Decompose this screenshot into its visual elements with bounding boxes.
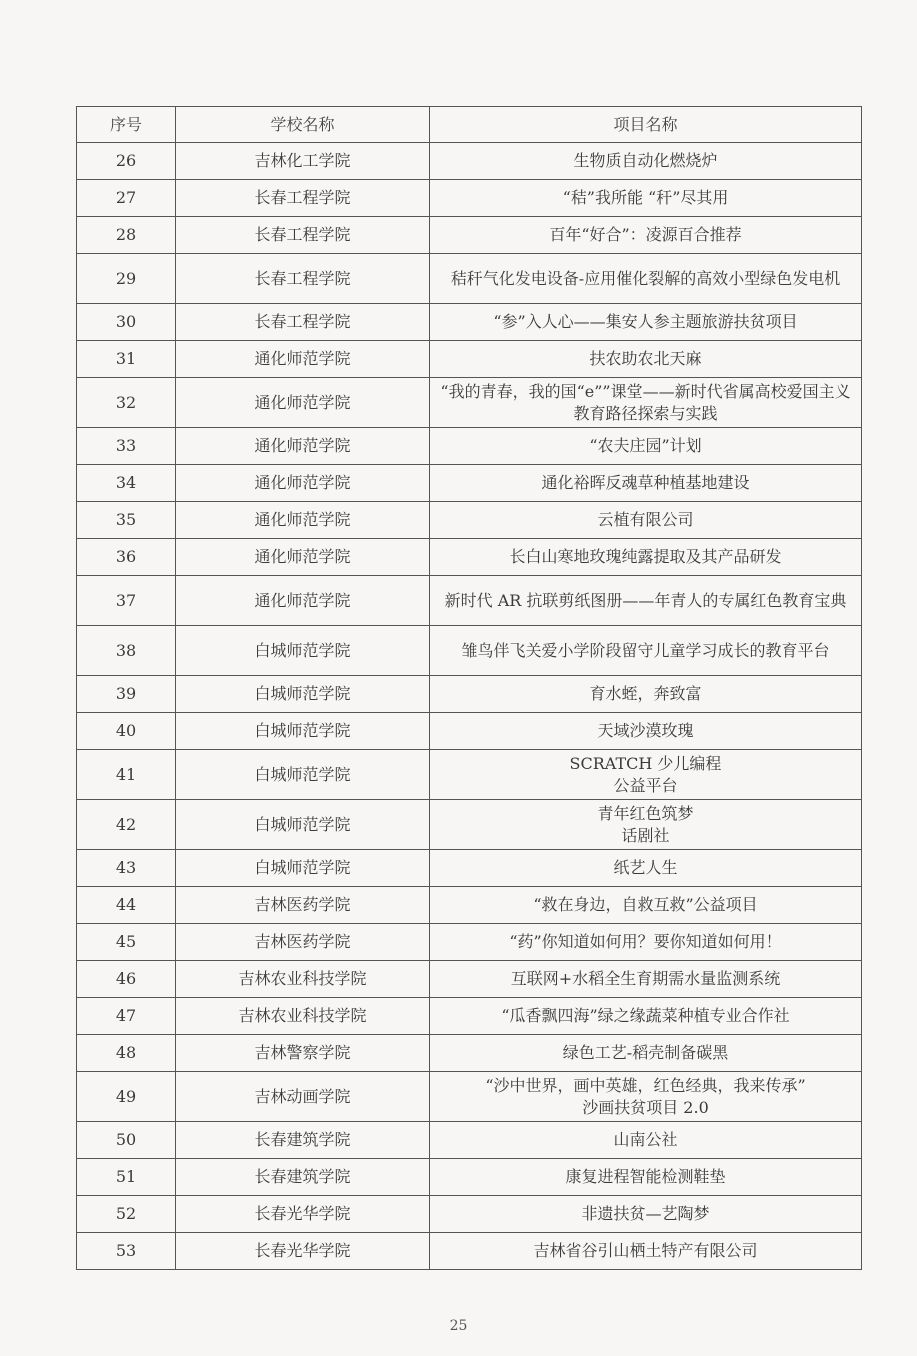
- header-no: 序号: [77, 107, 176, 143]
- row-number: 28: [77, 217, 176, 254]
- project-name: 育水蛭，奔致富: [430, 676, 862, 713]
- table-row: [77, 254, 862, 304]
- school-name: 吉林化工学院: [176, 143, 430, 180]
- row-number: 30: [77, 304, 176, 341]
- table-row: [77, 143, 862, 180]
- row-number: 51: [77, 1159, 176, 1196]
- table-row: [77, 998, 862, 1035]
- row-number: 31: [77, 341, 176, 378]
- table-row: [77, 428, 862, 465]
- school-name: 吉林医药学院: [176, 924, 430, 961]
- project-name: “农夫庄园”计划: [430, 428, 862, 465]
- page-number: 25: [449, 1318, 468, 1334]
- table-row: [77, 180, 862, 217]
- row-number: 44: [77, 887, 176, 924]
- table-row: [77, 465, 862, 502]
- school-name: 吉林农业科技学院: [176, 961, 430, 998]
- school-name: 通化师范学院: [176, 465, 430, 502]
- table-row: [77, 924, 862, 961]
- row-number: 52: [77, 1196, 176, 1233]
- row-number: 41: [77, 750, 176, 800]
- school-name: 长春建筑学院: [176, 1122, 430, 1159]
- row-number: 50: [77, 1122, 176, 1159]
- table-row: [77, 676, 862, 713]
- school-name: 通化师范学院: [176, 576, 430, 626]
- school-name: 通化师范学院: [176, 341, 430, 378]
- row-number: 53: [77, 1233, 176, 1270]
- school-name: 长春光华学院: [176, 1233, 430, 1270]
- row-number: 40: [77, 713, 176, 750]
- project-name: 长白山寒地玫瑰纯露提取及其产品研发: [430, 539, 862, 576]
- school-name: 白城师范学院: [176, 713, 430, 750]
- table-row: [77, 539, 862, 576]
- school-name: 白城师范学院: [176, 676, 430, 713]
- row-number: 42: [77, 800, 176, 850]
- table-row: [77, 1233, 862, 1270]
- table-row: [77, 502, 862, 539]
- school-name: 长春工程学院: [176, 180, 430, 217]
- table-row: [77, 626, 862, 676]
- school-name: 通化师范学院: [176, 502, 430, 539]
- row-number: 33: [77, 428, 176, 465]
- project-name: “药”你知道如何用？要你知道如何用！: [430, 924, 862, 961]
- project-name: SCRATCH 少儿编程 公益平台: [430, 750, 862, 800]
- project-name: 生物质自动化燃烧炉: [430, 143, 862, 180]
- project-name: 纸艺人生: [430, 850, 862, 887]
- project-name: 新时代 AR 抗联剪纸图册——年青人的专属红色教育宝典: [430, 576, 862, 626]
- school-name: 长春建筑学院: [176, 1159, 430, 1196]
- row-number: 27: [77, 180, 176, 217]
- school-name: 白城师范学院: [176, 750, 430, 800]
- table-row: [77, 800, 862, 850]
- project-name: “救在身边，自救互救”公益项目: [430, 887, 862, 924]
- table-row: [77, 1159, 862, 1196]
- table-row: [77, 1122, 862, 1159]
- project-name: “我的青春，我的国“e””课堂——新时代省属高校爱国主义教育路径探索与实践: [430, 378, 862, 428]
- project-name: 非遗扶贫—艺陶梦: [430, 1196, 862, 1233]
- table-header-row: [77, 107, 862, 143]
- project-name: 秸秆气化发电设备-应用催化裂解的高效小型绿色发电机: [430, 254, 862, 304]
- table-row: [77, 713, 862, 750]
- row-number: 35: [77, 502, 176, 539]
- school-name: 通化师范学院: [176, 428, 430, 465]
- table-row: [77, 961, 862, 998]
- project-table: [76, 106, 862, 1270]
- row-number: 47: [77, 998, 176, 1035]
- table-row: [77, 750, 862, 800]
- project-name: 互联网+水稻全生育期需水量监测系统: [430, 961, 862, 998]
- project-name: “沙中世界，画中英雄，红色经典，我来传承” 沙画扶贫项目 2.0: [430, 1072, 862, 1122]
- school-name: 白城师范学院: [176, 850, 430, 887]
- school-name: 吉林医药学院: [176, 887, 430, 924]
- row-number: 37: [77, 576, 176, 626]
- row-number: 48: [77, 1035, 176, 1072]
- project-name: 山南公社: [430, 1122, 862, 1159]
- project-name: 通化裕晖反魂草种植基地建设: [430, 465, 862, 502]
- project-name: 吉林省谷引山栖土特产有限公司: [430, 1233, 862, 1270]
- table-body: [77, 143, 862, 1270]
- table-row: [77, 887, 862, 924]
- school-name: 白城师范学院: [176, 626, 430, 676]
- row-number: 45: [77, 924, 176, 961]
- project-name: “参”入人心——集安人参主题旅游扶贫项目: [430, 304, 862, 341]
- project-name: 云植有限公司: [430, 502, 862, 539]
- project-name: 绿色工艺-稻壳制备碳黑: [430, 1035, 862, 1072]
- school-name: 通化师范学院: [176, 539, 430, 576]
- row-number: 34: [77, 465, 176, 502]
- row-number: 46: [77, 961, 176, 998]
- row-number: 39: [77, 676, 176, 713]
- row-number: 32: [77, 378, 176, 428]
- school-name: 长春工程学院: [176, 217, 430, 254]
- school-name: 长春工程学院: [176, 254, 430, 304]
- school-name: 长春光华学院: [176, 1196, 430, 1233]
- project-name: 康复进程智能检测鞋垫: [430, 1159, 862, 1196]
- row-number: 49: [77, 1072, 176, 1122]
- project-name: 青年红色筑梦 话剧社: [430, 800, 862, 850]
- school-name: 通化师范学院: [176, 378, 430, 428]
- project-name: 天域沙漠玫瑰: [430, 713, 862, 750]
- table-row: [77, 378, 862, 428]
- project-name: “瓜香飘四海”绿之缘蔬菜种植专业合作社: [430, 998, 862, 1035]
- table-row: [77, 850, 862, 887]
- row-number: 43: [77, 850, 176, 887]
- row-number: 36: [77, 539, 176, 576]
- table-row: [77, 1072, 862, 1122]
- school-name: 吉林警察学院: [176, 1035, 430, 1072]
- project-name: 百年“好合”：凌源百合推荐: [430, 217, 862, 254]
- header-school: 学校名称: [176, 107, 430, 143]
- row-number: 38: [77, 626, 176, 676]
- row-number: 26: [77, 143, 176, 180]
- table-row: [77, 217, 862, 254]
- project-name: 雏鸟伴飞关爱小学阶段留守儿童学习成长的教育平台: [430, 626, 862, 676]
- header-project: 项目名称: [430, 107, 862, 143]
- project-name: 扶农助农北天麻: [430, 341, 862, 378]
- school-name: 白城师范学院: [176, 800, 430, 850]
- table-row: [77, 1196, 862, 1233]
- project-name: “秸”我所能 “秆”尽其用: [430, 180, 862, 217]
- table-row: [77, 341, 862, 378]
- table-row: [77, 576, 862, 626]
- school-name: 吉林动画学院: [176, 1072, 430, 1122]
- school-name: 长春工程学院: [176, 304, 430, 341]
- table-row: [77, 1035, 862, 1072]
- row-number: 29: [77, 254, 176, 304]
- school-name: 吉林农业科技学院: [176, 998, 430, 1035]
- table-row: [77, 304, 862, 341]
